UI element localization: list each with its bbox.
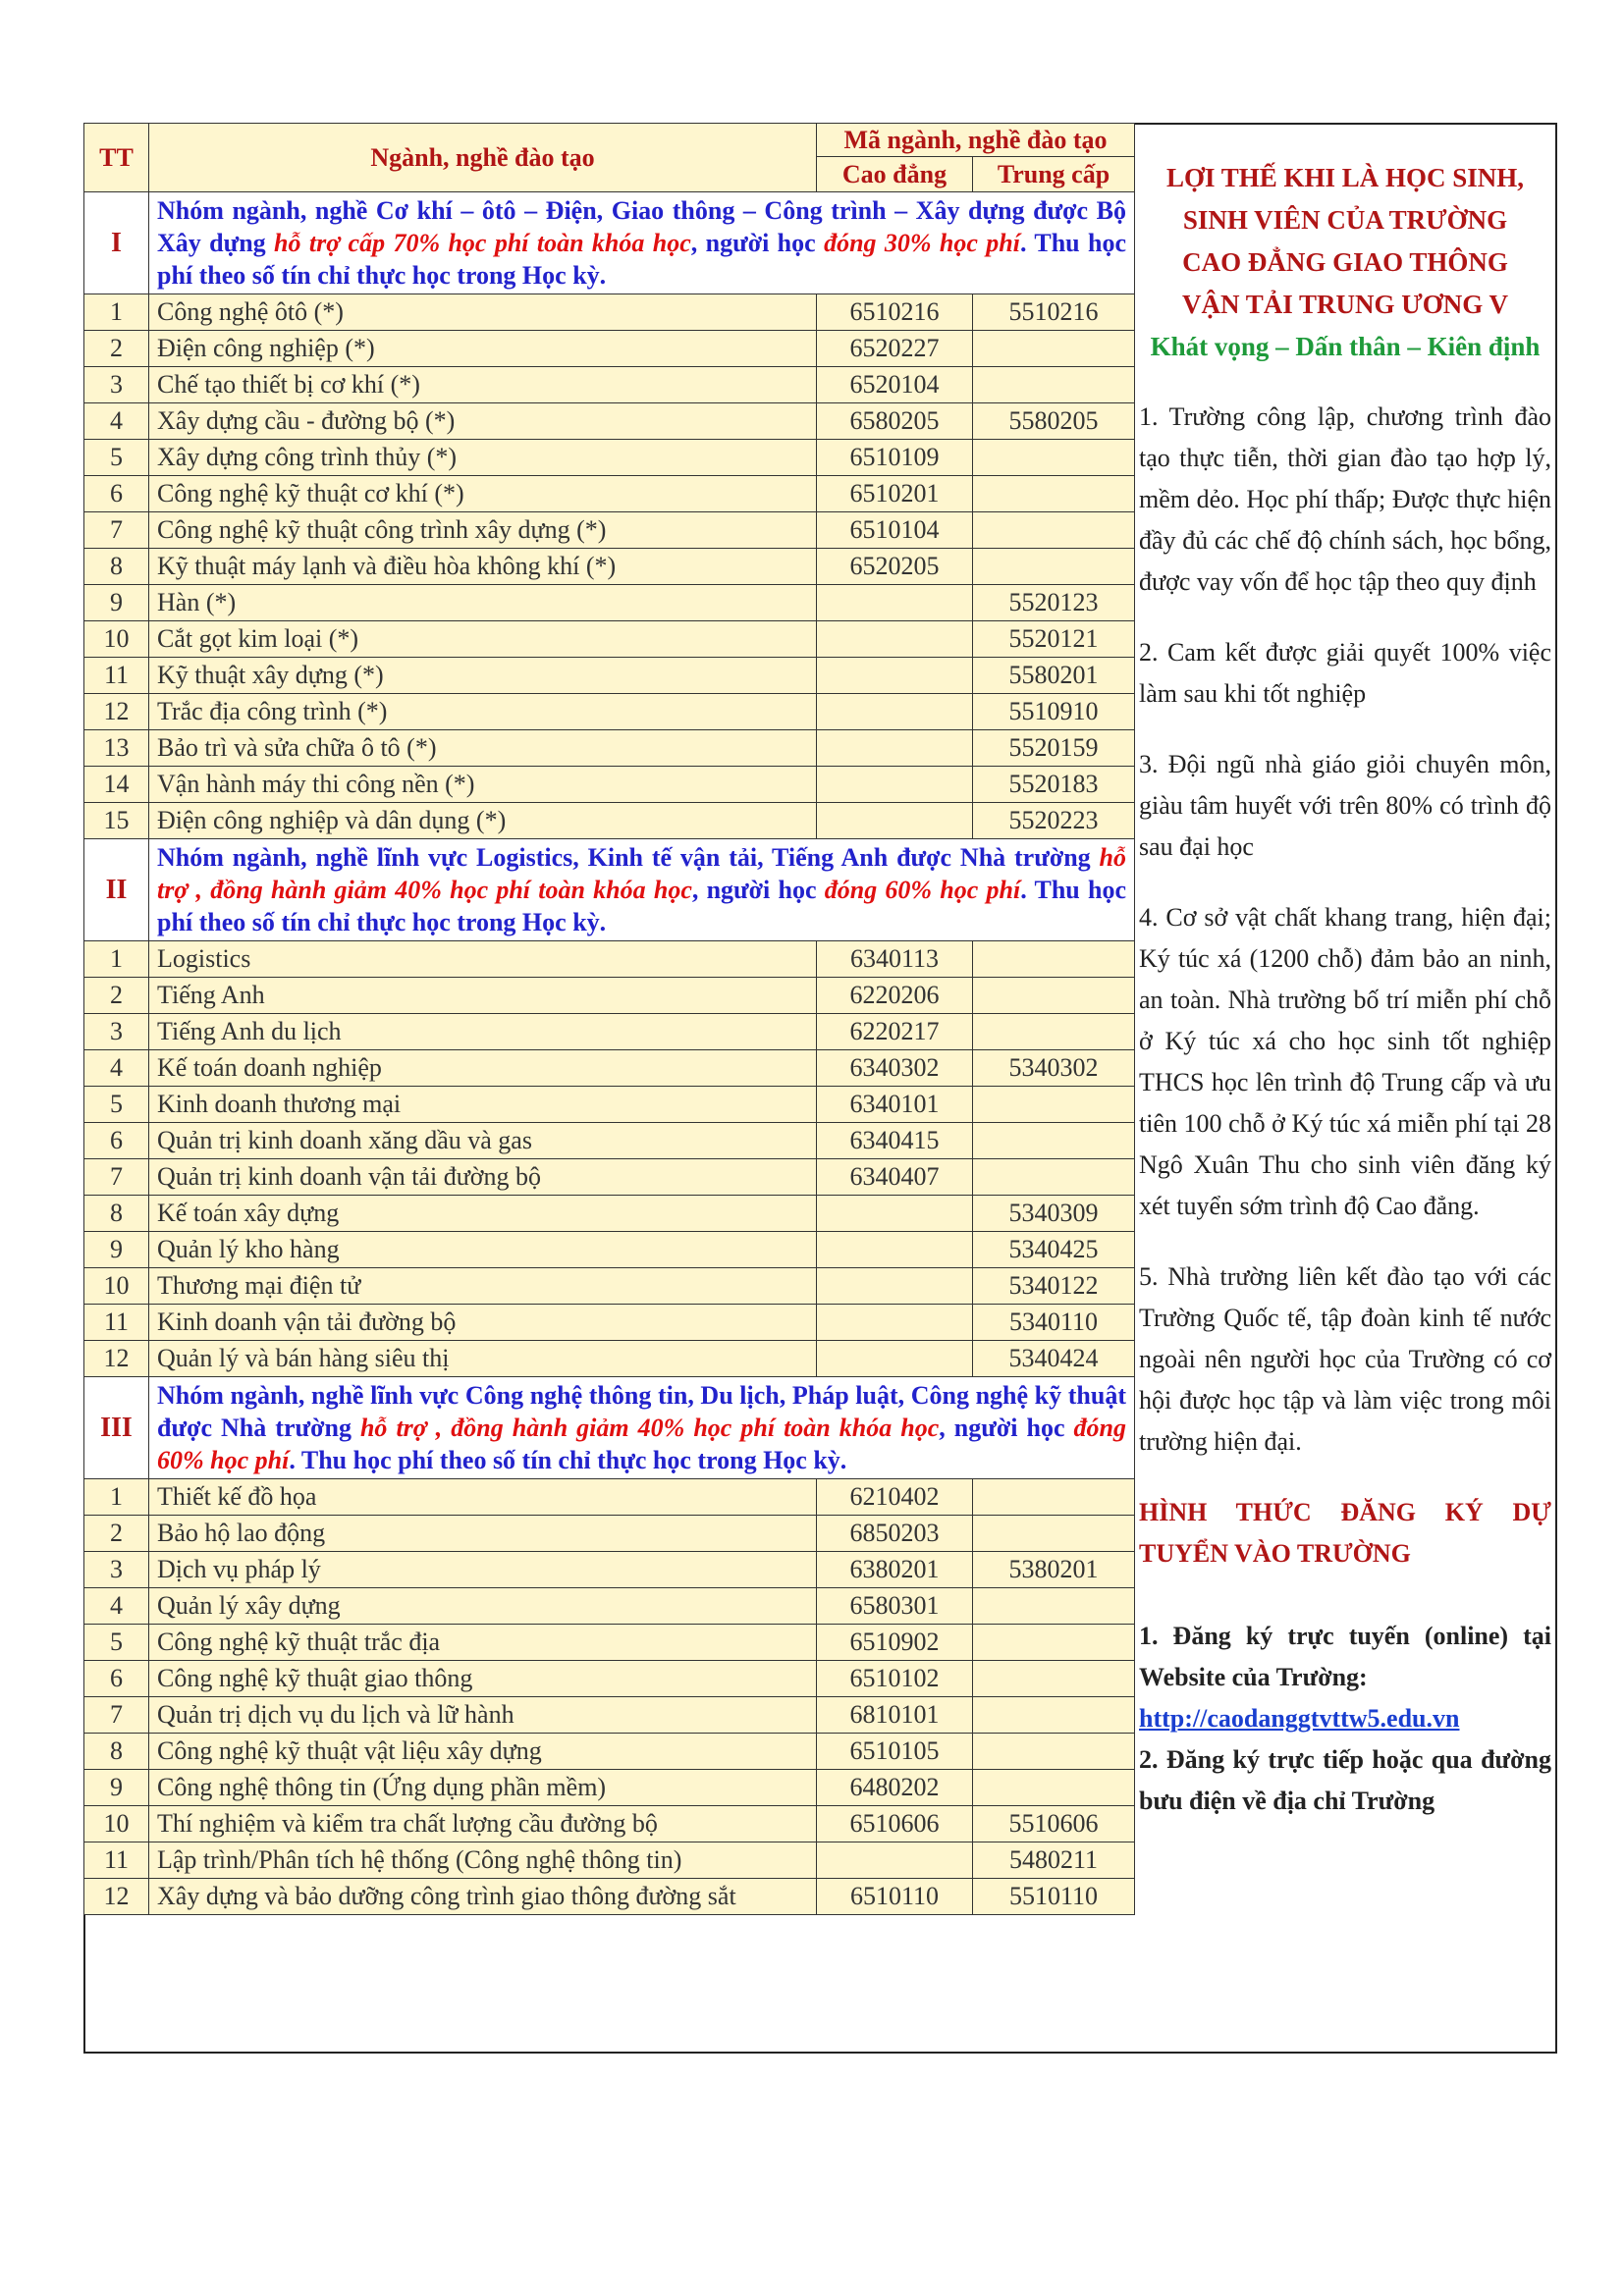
- item-number: 5: [84, 1087, 149, 1123]
- group-text: , người học: [939, 1414, 1074, 1442]
- website-link[interactable]: http://caodanggtvttw5.edu.vn: [1139, 1704, 1460, 1733]
- group-row: [84, 839, 1135, 941]
- code-cao-dang: [817, 1305, 973, 1341]
- item-name: Tiếng Anh: [149, 978, 817, 1014]
- code-cao-dang: 6510216: [817, 294, 973, 331]
- benefit-item: 2. Cam kết được giải quyết 100% việc làm sau khi tốt nghiệp: [1139, 638, 1551, 708]
- code-trung-cap: [973, 440, 1135, 476]
- item-number: 12: [84, 1879, 149, 1915]
- item-name: Bảo hộ lao động: [149, 1516, 817, 1552]
- item-name: Kế toán doanh nghiệp: [149, 1050, 817, 1087]
- table-row: [84, 1552, 1135, 1588]
- code-trung-cap: 5510910: [973, 694, 1135, 730]
- code-cao-dang: 6510109: [817, 440, 973, 476]
- code-trung-cap: [973, 476, 1135, 512]
- table-row: [84, 1123, 1135, 1159]
- code-trung-cap: [973, 1661, 1135, 1697]
- item-name: Kinh doanh thương mại: [149, 1087, 817, 1123]
- item-number: 1: [84, 941, 149, 978]
- item-name: Hàn (*): [149, 585, 817, 621]
- code-trung-cap: 5520121: [973, 621, 1135, 658]
- benefit-item: 4. Cơ sở vật chất khang trang, hiện đại; Ký túc xá (1200 chỗ) đảm bảo an ninh, an toàn. Nhà trường bố trí miễn phí chỗ ở Ký túc xá cho học sinh tốt nghiệp THCS học lên trình độ Trung cấp và ưu tiên 100 chỗ ở Ký túc xá miễn phí tại 28 Ngô Xuân Thu cho sinh viên đăng ký xét tuyển sớm trình độ Cao đẳng.: [1139, 903, 1551, 1220]
- code-trung-cap: 5580201: [973, 658, 1135, 694]
- item-name: Công nghệ kỹ thuật giao thông: [149, 1661, 817, 1697]
- item-number: 14: [84, 767, 149, 803]
- item-number: 1: [84, 1479, 149, 1516]
- registration-online: 1. Đăng ký trực tuyến (online) tại Website của Trường:: [1139, 1622, 1551, 1691]
- item-number: 3: [84, 367, 149, 403]
- table-row: [84, 367, 1135, 403]
- group-row: [84, 1377, 1135, 1479]
- code-cao-dang: 6510606: [817, 1806, 973, 1842]
- table-row: [84, 549, 1135, 585]
- code-cao-dang: [817, 694, 973, 730]
- item-number: 7: [84, 1697, 149, 1734]
- code-cao-dang: 6510105: [817, 1734, 973, 1770]
- item-number: 7: [84, 1159, 149, 1196]
- code-cao-dang: 6810101: [817, 1697, 973, 1734]
- table-row: [84, 767, 1135, 803]
- code-cao-dang: 6340415: [817, 1123, 973, 1159]
- table-row: [84, 1806, 1135, 1842]
- item-name: Quản lý xây dựng: [149, 1588, 817, 1625]
- item-name: Công nghệ kỹ thuật công trình xây dựng (*): [149, 512, 817, 549]
- item-number: 5: [84, 1625, 149, 1661]
- code-cao-dang: [817, 730, 973, 767]
- code-cao-dang: 6510104: [817, 512, 973, 549]
- code-cao-dang: [817, 1196, 973, 1232]
- header-major: Ngành, nghề đào tạo: [149, 124, 817, 192]
- code-trung-cap: 5520159: [973, 730, 1135, 767]
- code-cao-dang: 6520227: [817, 331, 973, 367]
- item-number: 1: [84, 294, 149, 331]
- code-trung-cap: [973, 331, 1135, 367]
- code-trung-cap: [973, 1697, 1135, 1734]
- code-trung-cap: [973, 978, 1135, 1014]
- code-cao-dang: [817, 1232, 973, 1268]
- item-name: Kế toán xây dựng: [149, 1196, 817, 1232]
- item-number: 11: [84, 1842, 149, 1879]
- item-name: Công nghệ thông tin (Ứng dụng phần mềm): [149, 1770, 817, 1806]
- code-cao-dang: [817, 767, 973, 803]
- code-cao-dang: 6520104: [817, 367, 973, 403]
- header-code-group: Mã ngành, nghề đào tạo: [817, 124, 1135, 157]
- item-name: Quản trị kinh doanh vận tải đường bộ: [149, 1159, 817, 1196]
- table-row: [84, 1268, 1135, 1305]
- code-cao-dang: [817, 621, 973, 658]
- item-number: 9: [84, 585, 149, 621]
- code-trung-cap: [973, 941, 1135, 978]
- header-tt: TT: [84, 124, 149, 192]
- group-number: III: [84, 1377, 149, 1479]
- benefit-item: 3. Đội ngũ nhà giáo giỏi chuyên môn, giàu tâm huyết với trên 80% có trình độ sau đại học: [1139, 750, 1551, 861]
- code-cao-dang: 6210402: [817, 1479, 973, 1516]
- sidebar-title: [1139, 157, 1551, 326]
- table-row: [84, 1842, 1135, 1879]
- code-trung-cap: [973, 1625, 1135, 1661]
- item-number: 9: [84, 1232, 149, 1268]
- code-trung-cap: [973, 1159, 1135, 1196]
- code-cao-dang: 6220217: [817, 1014, 973, 1050]
- item-number: 15: [84, 803, 149, 839]
- header-trung-cap: Trung cấp: [973, 157, 1135, 192]
- item-number: 13: [84, 730, 149, 767]
- item-number: 12: [84, 1341, 149, 1377]
- registration-title: HÌNH THỨC ĐĂNG KÝ DỰ TUYỂN VÀO TRƯỜNG: [1139, 1498, 1551, 1568]
- table-row: [84, 1341, 1135, 1377]
- group-highlight-text: đóng 60% học phí: [157, 1414, 1126, 1474]
- item-name: Dịch vụ pháp lý: [149, 1552, 817, 1588]
- code-trung-cap: [973, 549, 1135, 585]
- table-row: [84, 978, 1135, 1014]
- group-highlight-text: đóng 60% học phí: [824, 876, 1021, 904]
- header-cao-dang: Cao đẳng: [817, 157, 973, 192]
- item-number: 5: [84, 440, 149, 476]
- code-cao-dang: 6480202: [817, 1770, 973, 1806]
- item-name: Quản lý kho hàng: [149, 1232, 817, 1268]
- code-trung-cap: 5520183: [973, 767, 1135, 803]
- code-trung-cap: 5520223: [973, 803, 1135, 839]
- group-text: Nhóm ngành, nghề lĩnh vực Logistics, Kinh tế vận tải, Tiếng Anh được Nhà trường: [157, 843, 1100, 872]
- item-number: 3: [84, 1014, 149, 1050]
- item-name: Quản lý và bán hàng siêu thị: [149, 1341, 817, 1377]
- code-trung-cap: 5340425: [973, 1232, 1135, 1268]
- item-name: Logistics: [149, 941, 817, 978]
- benefit-item: 1. Trường công lập, chương trình đào tạo thực tiễn, thời gian đào tạo hợp lý, mềm dẻo. Học phí thấp; Được thực hiện đầy đủ các chế độ chính sách, học bổng, được vay vốn để học tập theo quy định: [1139, 402, 1551, 596]
- item-name: Công nghệ kỹ thuật vật liệu xây dựng: [149, 1734, 817, 1770]
- item-number: 3: [84, 1552, 149, 1588]
- table-row: [84, 803, 1135, 839]
- item-number: 8: [84, 1734, 149, 1770]
- item-number: 2: [84, 331, 149, 367]
- item-number: 10: [84, 1268, 149, 1305]
- code-cao-dang: 6340407: [817, 1159, 973, 1196]
- code-cao-dang: 6580205: [817, 403, 973, 440]
- code-cao-dang: 6380201: [817, 1552, 973, 1588]
- item-name: Lập trình/Phân tích hệ thống (Công nghệ thông tin): [149, 1842, 817, 1879]
- code-cao-dang: 6340113: [817, 941, 973, 978]
- item-name: Kỹ thuật máy lạnh và điều hòa không khí (*): [149, 549, 817, 585]
- table-row: [84, 1588, 1135, 1625]
- table-row: [84, 294, 1135, 331]
- item-name: Kinh doanh vận tải đường bộ: [149, 1305, 817, 1341]
- item-name: Thí nghiệm và kiểm tra chất lượng cầu đường bộ: [149, 1806, 817, 1842]
- group-description: [149, 192, 1135, 294]
- code-trung-cap: 5380201: [973, 1552, 1135, 1588]
- table-row: [84, 1516, 1135, 1552]
- item-number: 10: [84, 621, 149, 658]
- table-row: [84, 512, 1135, 549]
- code-trung-cap: [973, 1588, 1135, 1625]
- group-text: Nhóm ngành, nghề lĩnh vực Công nghệ thông tin, Du lịch, Pháp luật, Công nghệ kỹ thuật được Nhà trường: [157, 1381, 1126, 1442]
- table-row: [84, 1159, 1135, 1196]
- sidebar-title-line: LỢI THẾ KHI LÀ HỌC SINH,: [1165, 163, 1525, 192]
- code-trung-cap: 5510606: [973, 1806, 1135, 1842]
- table-row: [84, 1879, 1135, 1915]
- sidebar-title-line: CAO ĐẲNG GIAO THÔNG: [1182, 247, 1508, 277]
- code-cao-dang: 6510201: [817, 476, 973, 512]
- code-cao-dang: [817, 803, 973, 839]
- sidebar: [1139, 157, 1551, 1822]
- code-trung-cap: [973, 367, 1135, 403]
- item-name: Quản trị kinh doanh xăng dầu và gas: [149, 1123, 817, 1159]
- code-cao-dang: 6580301: [817, 1588, 973, 1625]
- item-number: 11: [84, 1305, 149, 1341]
- code-trung-cap: 5520123: [973, 585, 1135, 621]
- code-trung-cap: [973, 1770, 1135, 1806]
- code-cao-dang: 6520205: [817, 549, 973, 585]
- item-number: 12: [84, 694, 149, 730]
- code-trung-cap: 5510216: [973, 294, 1135, 331]
- table-row: [84, 403, 1135, 440]
- code-cao-dang: 6510110: [817, 1879, 973, 1915]
- sidebar-title-line: VẬN TẢI TRUNG ƯƠNG V: [1181, 290, 1509, 319]
- table-row: [84, 658, 1135, 694]
- group-text: . Thu học phí theo số tín chỉ thực học trong Học kỳ.: [157, 876, 1126, 936]
- group-text: , người học: [690, 229, 825, 257]
- item-name: Kỹ thuật xây dựng (*): [149, 658, 817, 694]
- code-cao-dang: 6220206: [817, 978, 973, 1014]
- item-number: 7: [84, 512, 149, 549]
- sidebar-title-line: SINH VIÊN CỦA TRƯỜNG: [1182, 205, 1508, 235]
- item-name: Chế tạo thiết bị cơ khí (*): [149, 367, 817, 403]
- code-trung-cap: [973, 1087, 1135, 1123]
- code-cao-dang: [817, 1842, 973, 1879]
- code-cao-dang: [817, 1268, 973, 1305]
- item-number: 2: [84, 1516, 149, 1552]
- group-highlight-text: hỗ trợ cấp 70% học phí toàn khóa học: [274, 229, 691, 257]
- table-row: [84, 1014, 1135, 1050]
- item-number: 6: [84, 476, 149, 512]
- item-name: Bảo trì và sửa chữa ô tô (*): [149, 730, 817, 767]
- item-name: Công nghệ ôtô (*): [149, 294, 817, 331]
- item-name: Tiếng Anh du lịch: [149, 1014, 817, 1050]
- item-number: 4: [84, 1050, 149, 1087]
- table-row: [84, 585, 1135, 621]
- code-trung-cap: 5340122: [973, 1268, 1135, 1305]
- group-description: [149, 839, 1135, 941]
- item-name: Quản trị dịch vụ du lịch và lữ hành: [149, 1697, 817, 1734]
- code-trung-cap: 5340302: [973, 1050, 1135, 1087]
- code-cao-dang: 6510102: [817, 1661, 973, 1697]
- item-number: 6: [84, 1661, 149, 1697]
- item-number: 8: [84, 549, 149, 585]
- registration-direct: 2. Đăng ký trực tiếp hoặc qua đường bưu điện về địa chỉ Trường: [1139, 1745, 1551, 1815]
- code-trung-cap: 5340424: [973, 1341, 1135, 1377]
- code-trung-cap: [973, 1123, 1135, 1159]
- item-name: Cắt gọt kim loại (*): [149, 621, 817, 658]
- majors-table-body: [84, 124, 1135, 1915]
- item-name: Vận hành máy thi công nền (*): [149, 767, 817, 803]
- table-row: [84, 1305, 1135, 1341]
- item-name: Điện công nghiệp và dân dụng (*): [149, 803, 817, 839]
- code-cao-dang: [817, 585, 973, 621]
- item-name: Xây dựng cầu - đường bộ (*): [149, 403, 817, 440]
- code-cao-dang: 6340302: [817, 1050, 973, 1087]
- item-name: Thiết kế đồ họa: [149, 1479, 817, 1516]
- code-trung-cap: [973, 1014, 1135, 1050]
- table-row: [84, 1050, 1135, 1087]
- code-trung-cap: [973, 512, 1135, 549]
- group-text: Nhóm ngành, nghề Cơ khí – ôtô – Điện, Giao thông – Công trình – Xây dựng được Bộ Xây dựng: [157, 196, 1126, 257]
- code-trung-cap: 5340110: [973, 1305, 1135, 1341]
- table-row: [84, 1087, 1135, 1123]
- item-number: 10: [84, 1806, 149, 1842]
- group-text: . Thu học phí theo số tín chỉ thực học trong Học kỳ.: [157, 229, 1126, 290]
- item-number: 8: [84, 1196, 149, 1232]
- item-name: Trắc địa công trình (*): [149, 694, 817, 730]
- code-cao-dang: 6510902: [817, 1625, 973, 1661]
- table-row: [84, 621, 1135, 658]
- benefit-item: 5. Nhà trường liên kết đào tạo với các Trường Quốc tế, tập đoàn kinh tế nước ngoài nên người học của Trường có cơ hội được học tập và làm việc trong môi trường hiện đại.: [1139, 1262, 1551, 1456]
- code-trung-cap: 5580205: [973, 403, 1135, 440]
- group-highlight-text: hỗ trợ , đồng hành giảm 40% học phí toàn khóa học: [157, 843, 1126, 904]
- table-row: [84, 1661, 1135, 1697]
- table-row: [84, 1625, 1135, 1661]
- item-name: Điện công nghiệp (*): [149, 331, 817, 367]
- table-row: [84, 694, 1135, 730]
- code-trung-cap: [973, 1479, 1135, 1516]
- group-highlight-text: đóng 30% học phí: [824, 229, 1020, 257]
- code-trung-cap: [973, 1734, 1135, 1770]
- item-number: 4: [84, 403, 149, 440]
- table-row: [84, 1196, 1135, 1232]
- group-number: II: [84, 839, 149, 941]
- item-name: Xây dựng công trình thủy (*): [149, 440, 817, 476]
- code-trung-cap: [973, 1516, 1135, 1552]
- item-name: Công nghệ kỹ thuật trắc địa: [149, 1625, 817, 1661]
- table-row: [84, 476, 1135, 512]
- group-text: . Thu học phí theo số tín chỉ thực học trong Học kỳ.: [289, 1446, 847, 1474]
- code-trung-cap: 5510110: [973, 1879, 1135, 1915]
- table-row: [84, 331, 1135, 367]
- item-number: 2: [84, 978, 149, 1014]
- item-number: 6: [84, 1123, 149, 1159]
- majors-table: [83, 123, 1135, 1915]
- group-row: [84, 192, 1135, 294]
- table-row: [84, 1734, 1135, 1770]
- sidebar-motto: Khát vọng – Dấn thân – Kiên định: [1150, 332, 1541, 361]
- item-name: Xây dựng và bảo dưỡng công trình giao thông đường sắt: [149, 1879, 817, 1915]
- code-trung-cap: 5340309: [973, 1196, 1135, 1232]
- table-row: [84, 440, 1135, 476]
- table-row: [84, 941, 1135, 978]
- item-number: 11: [84, 658, 149, 694]
- table-row: [84, 1770, 1135, 1806]
- table-row: [84, 1697, 1135, 1734]
- table-row: [84, 1232, 1135, 1268]
- code-cao-dang: 6340101: [817, 1087, 973, 1123]
- code-trung-cap: 5480211: [973, 1842, 1135, 1879]
- item-number: 4: [84, 1588, 149, 1625]
- group-description: [149, 1377, 1135, 1479]
- group-number: I: [84, 192, 149, 294]
- item-name: Công nghệ kỹ thuật cơ khí (*): [149, 476, 817, 512]
- code-cao-dang: [817, 1341, 973, 1377]
- item-number: 9: [84, 1770, 149, 1806]
- item-name: Thương mại điện tử: [149, 1268, 817, 1305]
- table-row: [84, 730, 1135, 767]
- code-cao-dang: 6850203: [817, 1516, 973, 1552]
- table-row: [84, 1479, 1135, 1516]
- group-text: , người học: [691, 876, 825, 904]
- group-highlight-text: hỗ trợ , đồng hành giảm 40% học phí toàn khóa học: [359, 1414, 940, 1442]
- code-cao-dang: [817, 658, 973, 694]
